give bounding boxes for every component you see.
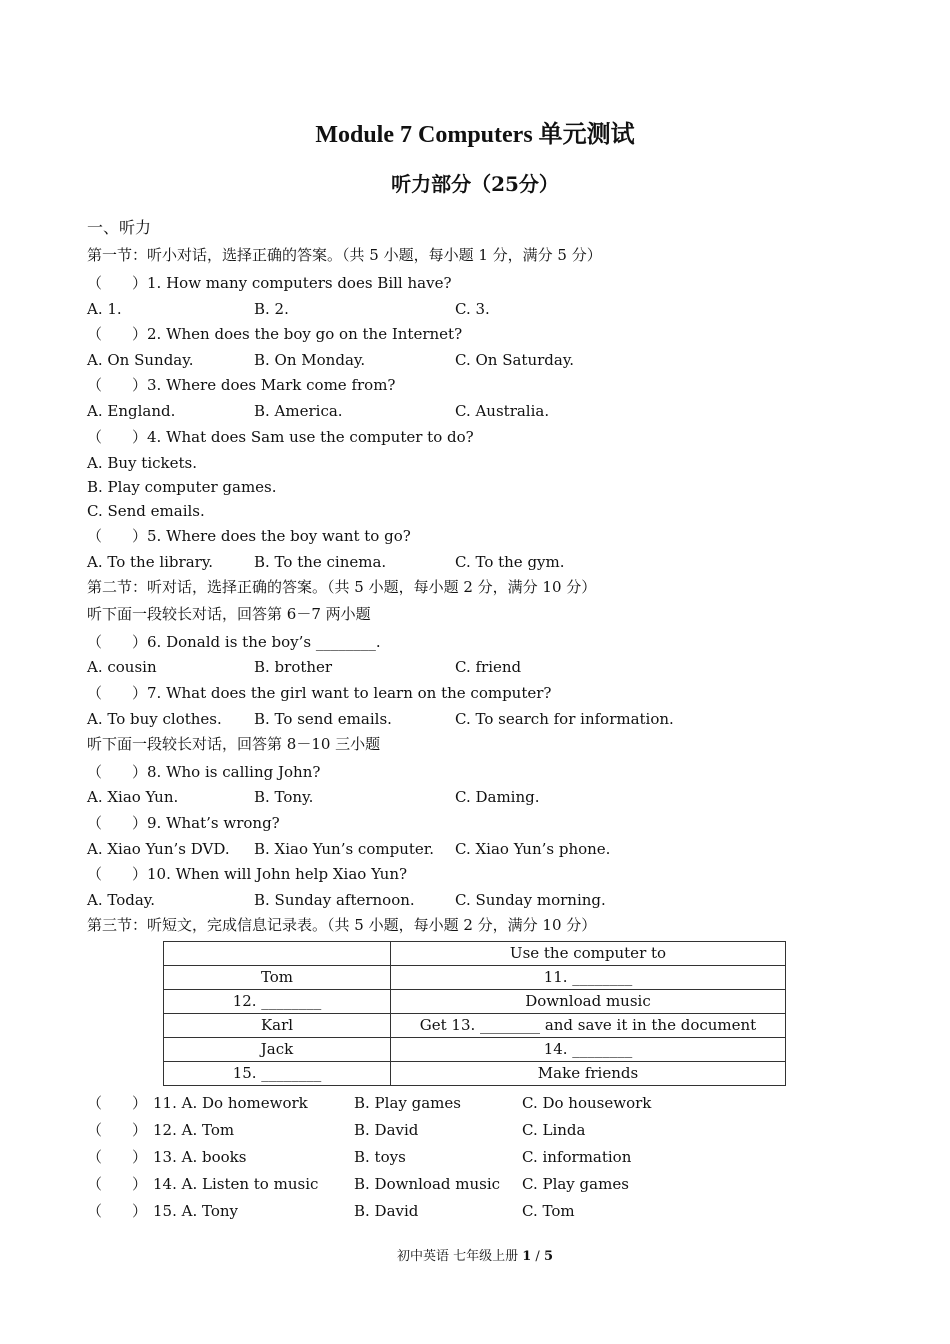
option-c: C. Tom — [522, 1202, 575, 1220]
option-c: C. On Saturday. — [455, 351, 575, 369]
option-a: 15. A. Tony — [153, 1202, 238, 1220]
option-a: 14. A. Listen to music — [153, 1175, 319, 1193]
option-a: 12. A. Tom — [153, 1121, 235, 1139]
option-b: B. Play games — [354, 1094, 461, 1112]
option-c: C. To the gym. — [455, 553, 565, 571]
answer-blank: （ ） — [87, 763, 148, 781]
option-b: B. toys — [354, 1148, 406, 1166]
table-cell: 14. ________ — [391, 1038, 786, 1062]
table-cell: Karl — [164, 1014, 391, 1038]
answer-blank: （ ） — [87, 865, 148, 883]
answer-blank: （ ） — [87, 325, 148, 343]
option-c: C. Do housework — [522, 1094, 652, 1112]
option-c: C. Sunday morning. — [455, 891, 606, 909]
question-text: 2. When does the boy go on the Internet? — [147, 325, 463, 343]
option-c: C. Australia. — [455, 402, 550, 420]
answer-blank: （ ） — [87, 428, 148, 446]
answer-blank: （ ） — [87, 1148, 148, 1166]
question-text: 1. How many computers does Bill have? — [147, 274, 452, 292]
option-b: B. Play computer games. — [87, 478, 277, 496]
page-footer — [0, 1245, 950, 1264]
section1-heading: 第一节：听小对话，选择正确的答案。（共 5 小题，每小题 1 分，满分 5 分） — [87, 246, 602, 264]
answer-blank: （ ） — [87, 376, 148, 394]
table-cell: Download music — [391, 990, 786, 1014]
table-row — [164, 942, 786, 966]
option-a: A. On Sunday. — [87, 351, 194, 369]
section2-intro: 听下面一段较长对话，回答第 8－10 三小题 — [87, 735, 381, 753]
option-b: B. David — [354, 1202, 419, 1220]
answer-blank: （ ） — [87, 684, 148, 702]
question-text: 5. Where does the boy want to go? — [147, 527, 411, 545]
page-number: 1 — [522, 1249, 532, 1264]
question-text: 4. What does Sam use the computer to do? — [147, 428, 474, 446]
table-row — [164, 1062, 786, 1086]
question-text: 9. What’s wrong? — [147, 814, 280, 832]
page-title: Module 7 Computers 单元测试 — [315, 122, 635, 148]
section2-heading: 第二节：听对话，选择正确的答案。（共 5 小题，每小题 2 分，满分 10 分） — [87, 578, 597, 596]
table-header-cell: Use the computer to — [391, 942, 786, 966]
option-c: C. Play games — [522, 1175, 629, 1193]
question-text: 3. Where does Mark come from? — [147, 376, 396, 394]
table-cell: Make friends — [391, 1062, 786, 1086]
option-b: B. brother — [254, 658, 333, 676]
answer-blank: （ ） — [87, 1202, 148, 1220]
option-c: C. To search for information. — [455, 710, 674, 728]
option-c: C. 3. — [455, 300, 490, 318]
option-a: 13. A. books — [153, 1148, 247, 1166]
answer-blank: （ ） — [87, 1094, 148, 1112]
table-cell: 12. ________ — [164, 990, 391, 1014]
section3-heading: 第三节：听短文，完成信息记录表。（共 5 小题，每小题 2 分，满分 10 分） — [87, 916, 597, 934]
section2-intro: 听下面一段较长对话，回答第 6－7 两小题 — [87, 605, 371, 623]
answer-blank: （ ） — [87, 527, 148, 545]
option-c: C. Linda — [522, 1121, 586, 1139]
option-c: C. information — [522, 1148, 632, 1166]
option-b: B. Sunday afternoon. — [254, 891, 415, 909]
page-total: 5 — [543, 1249, 553, 1264]
option-c: C. friend — [455, 658, 522, 676]
question-text: 7. What does the girl want to learn on the computer? — [147, 684, 552, 702]
answer-blank: （ ） — [87, 1175, 148, 1193]
option-c: C. Send emails. — [87, 502, 205, 520]
table-cell: Jack — [164, 1038, 391, 1062]
table-row — [164, 990, 786, 1014]
option-a: A. cousin — [87, 658, 157, 676]
option-a: A. 1. — [87, 300, 122, 318]
option-b: B. On Monday. — [254, 351, 366, 369]
option-b: B. Xiao Yun’s computer. — [254, 840, 435, 858]
table-row — [164, 1038, 786, 1062]
page-subtitle: 听力部分（25分） — [391, 172, 559, 196]
option-b: B. America. — [254, 402, 343, 420]
answer-blank: （ ） — [87, 274, 148, 292]
table-row — [164, 1014, 786, 1038]
option-a: A. To buy clothes. — [87, 710, 222, 728]
part-heading: 一、听力 — [87, 218, 152, 237]
option-a: A. To the library. — [87, 553, 214, 571]
table-cell: 11. ________ — [391, 966, 786, 990]
answer-blank: （ ） — [87, 814, 148, 832]
option-b: B. Download music — [354, 1175, 501, 1193]
option-a: 11. A. Do homework — [153, 1094, 308, 1112]
option-a: A. England. — [87, 402, 176, 420]
question-text: 6. Donald is the boy’s ________. — [147, 633, 381, 651]
table-cell: 15. ________ — [164, 1062, 391, 1086]
question-text: 10. When will John help Xiao Yun? — [147, 865, 408, 883]
option-a: A. Xiao Yun. — [87, 788, 179, 806]
answer-blank: （ ） — [87, 1121, 148, 1139]
option-a: A. Xiao Yun’s DVD. — [87, 840, 230, 858]
table-row — [164, 966, 786, 990]
option-b: B. To send emails. — [254, 710, 392, 728]
option-c: C. Daming. — [455, 788, 540, 806]
option-a: A. Buy tickets. — [87, 454, 197, 472]
question-text: 8. Who is calling John? — [147, 763, 321, 781]
info-record-table — [163, 941, 786, 1086]
option-c: C. Xiao Yun’s phone. — [455, 840, 611, 858]
answer-blank: （ ） — [87, 633, 148, 651]
option-b: B. 2. — [254, 300, 289, 318]
option-a: A. Today. — [87, 891, 156, 909]
table-cell — [164, 942, 391, 966]
option-b: B. David — [354, 1121, 419, 1139]
option-b: B. To the cinema. — [254, 553, 387, 571]
footer-text: 初中英语 七年级上册 — [396, 1249, 523, 1264]
page-separator: / — [531, 1249, 544, 1264]
option-b: B. Tony. — [254, 788, 314, 806]
table-cell: Tom — [164, 966, 391, 990]
table-cell: Get 13. ________ and save it in the document — [391, 1014, 786, 1038]
